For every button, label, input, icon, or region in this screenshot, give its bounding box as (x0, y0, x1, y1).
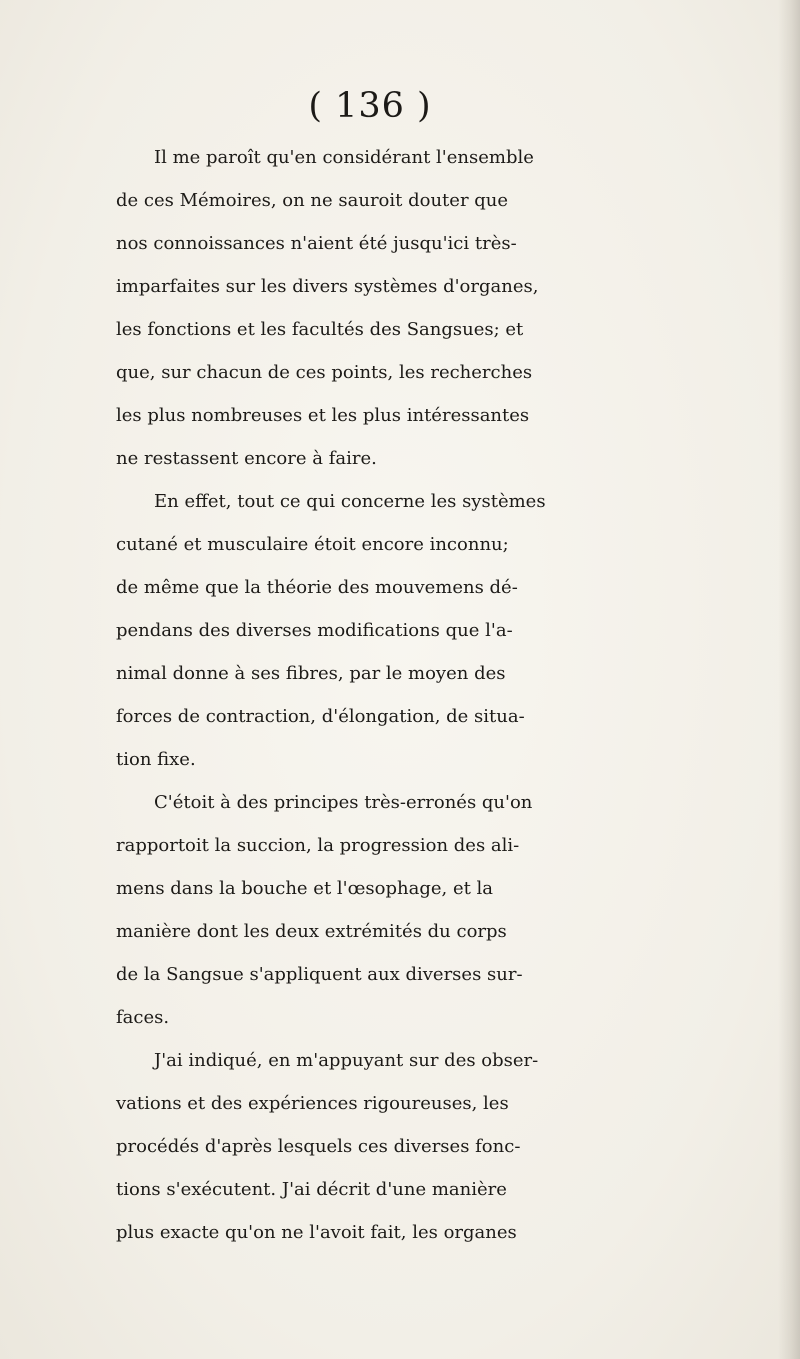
text-line: vations et des expériences rigoureuses, les (116, 1093, 509, 1114)
text-line: plus exacte qu'on ne l'avoit fait, les organes (116, 1222, 517, 1243)
text-line: Il me paroît qu'en considérant l'ensemble (154, 147, 534, 168)
text-line: que, sur chacun de ces points, les recherches (116, 362, 533, 383)
text-line: ne restassent encore à faire. (116, 448, 377, 469)
text-line: nimal donne à ses fibres, par le moyen des (116, 663, 506, 684)
text-line: les fonctions et les facultés des Sangsues; et (116, 319, 524, 340)
text-line: cutané et musculaire étoit encore inconnu; (116, 534, 509, 555)
page-number: ( 136 ) (308, 86, 432, 126)
text-line: J'ai indiqué, en m'appuyant sur des obser- (154, 1050, 539, 1071)
text-line: de même que la théorie des mouvemens dé- (116, 577, 518, 598)
text-line: C'étoit à des principes très-erronés qu'on (154, 792, 533, 813)
text-line: forces de contraction, d'élongation, de situa- (116, 706, 525, 727)
text-line: tion fixe. (116, 749, 196, 770)
text-line: En effet, tout ce qui concerne les systèmes (154, 491, 546, 512)
text-line: imparfaites sur les divers systèmes d'organes, (116, 276, 539, 297)
text-line: pendans des diverses modifications que l'a- (116, 620, 513, 641)
text-line: procédés d'après lesquels ces diverses fonc- (116, 1136, 521, 1157)
text-line: rapportoit la succion, la progression des ali- (116, 835, 520, 856)
text-line: nos connoissances n'aient été jusqu'ici très- (116, 233, 517, 254)
text-line: les plus nombreuses et les plus intéressantes (116, 405, 530, 426)
text-line: de ces Mémoires, on ne sauroit douter que (116, 190, 509, 211)
body-text (116, 136, 796, 1254)
text-line: faces. (116, 1007, 170, 1028)
text-line: de la Sangsue s'appliquent aux diverses sur- (116, 964, 523, 985)
text-line: manière dont les deux extrémités du corps (116, 921, 507, 942)
text-line: tions s'exécutent. J'ai décrit d'une manière (116, 1179, 507, 1200)
text-line: mens dans la bouche et l'œsophage, et la (116, 878, 494, 899)
